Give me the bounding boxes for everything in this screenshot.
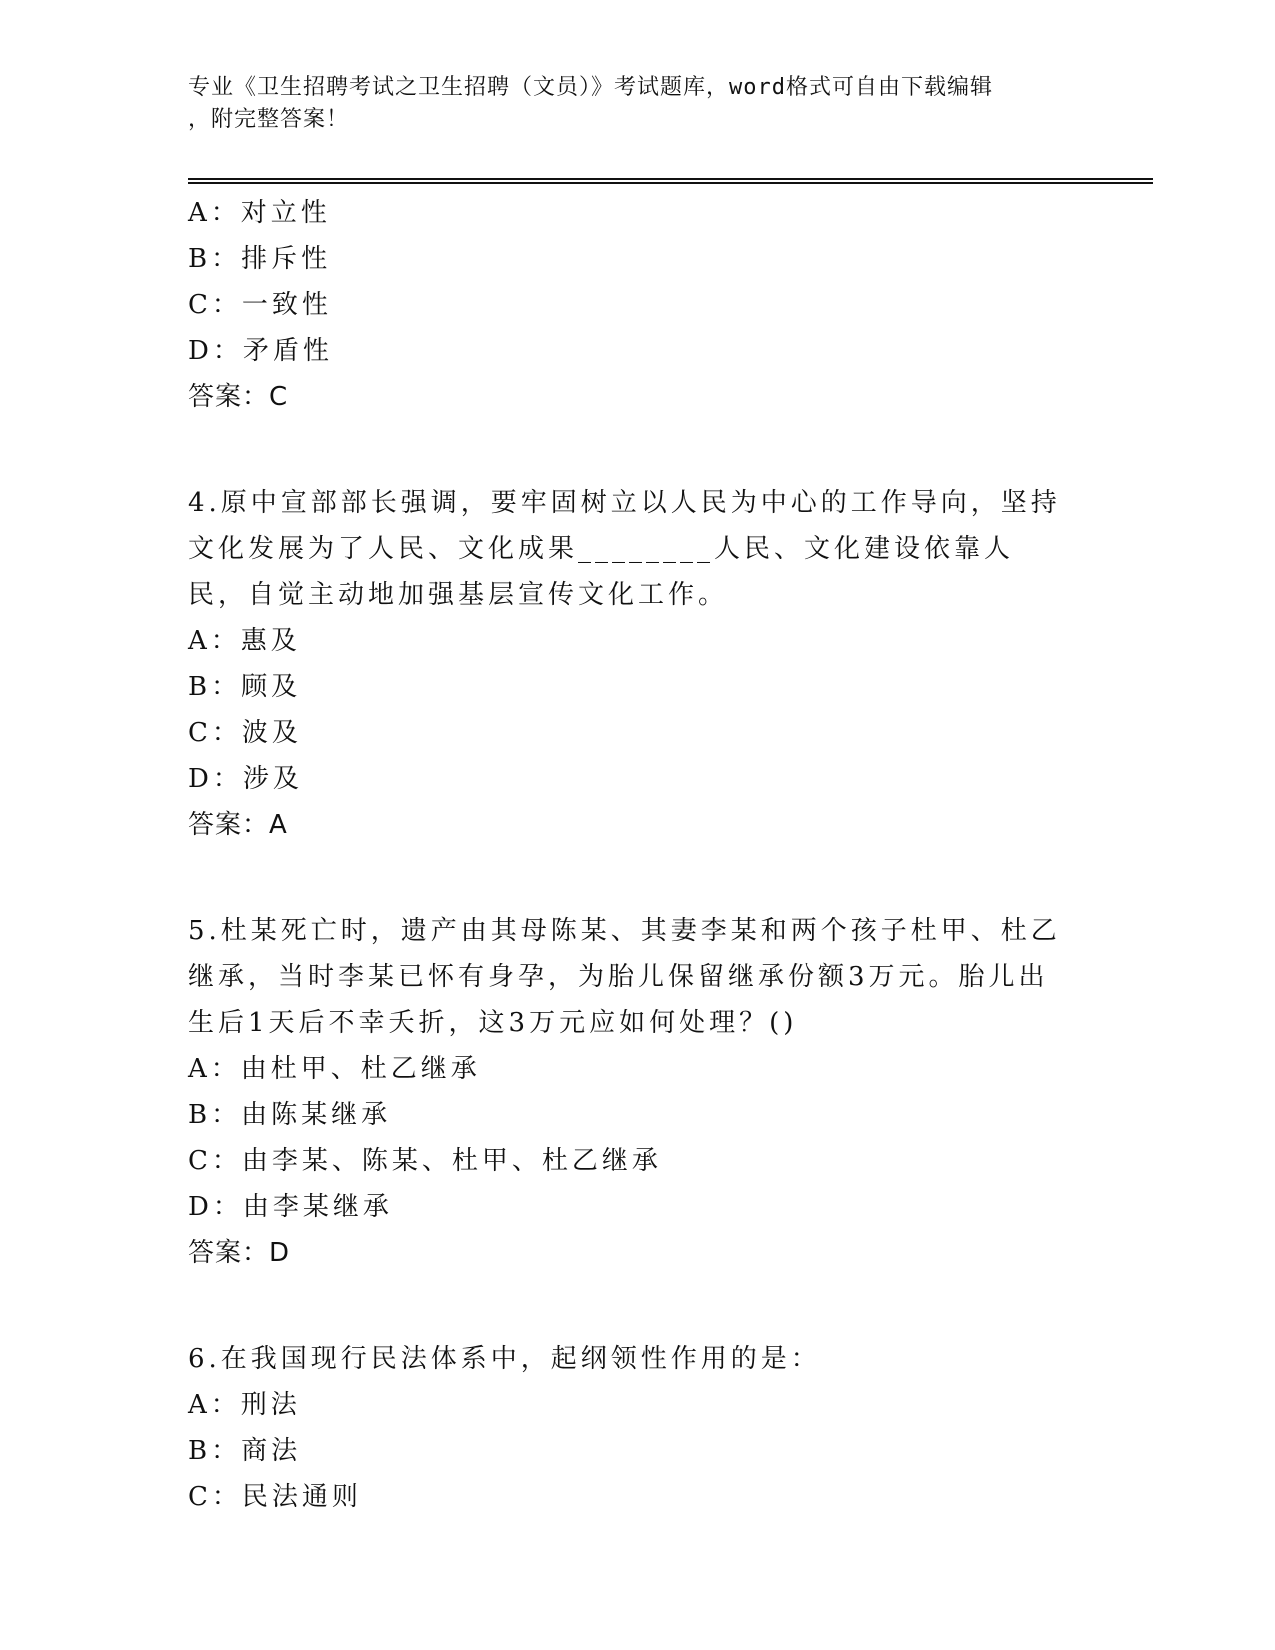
question-5 bbox=[188, 908, 1068, 1276]
document-header bbox=[188, 72, 1068, 136]
answer: 答案：C bbox=[188, 382, 289, 412]
question-6 bbox=[188, 1336, 1068, 1520]
option-d: D：由李某继承 bbox=[188, 1192, 393, 1222]
header-line-2: ，附完整答案！ bbox=[188, 107, 350, 132]
option-a: A：对立性 bbox=[188, 198, 331, 228]
answer: 答案：A bbox=[188, 810, 288, 840]
question-stem: 5.杜某死亡时，遗产由其母陈某、其妻李某和两个孩子杜甲、杜乙继承，当时李某已怀有身孕，为胎儿保留继承份额3万元。胎儿出生后1天后不幸夭折，这3万元应如何处理？() bbox=[188, 916, 1061, 1038]
option-d: D：涉及 bbox=[188, 764, 303, 794]
option-a: A：惠及 bbox=[188, 626, 301, 656]
option-b: B：由陈某继承 bbox=[188, 1100, 392, 1130]
option-a: A：刑法 bbox=[188, 1390, 301, 1420]
option-c: C：由李某、陈某、杜甲、杜乙继承 bbox=[188, 1146, 662, 1176]
question-4 bbox=[188, 480, 1068, 848]
header-line-1: 专业《卫生招聘考试之卫生招聘（文员）》考试题库，word格式可自由下载编辑 bbox=[188, 75, 993, 100]
option-b: B：排斥性 bbox=[188, 244, 332, 274]
answer: 答案：D bbox=[188, 1238, 291, 1268]
question-stem: 4.原中宣部部长强调，要牢固树立以人民为中心的工作导向，坚持文化发展为了人民、文化成果________人民、文化建设依靠人民，自觉主动地加强基层宣传文化工作。 bbox=[188, 488, 1061, 610]
question-stem: 6.在我国现行民法体系中，起纲领性作用的是： bbox=[188, 1344, 821, 1374]
question-3 bbox=[188, 190, 1068, 420]
option-b: B：顾及 bbox=[188, 672, 302, 702]
option-d: D：矛盾性 bbox=[188, 336, 333, 366]
option-c: C：波及 bbox=[188, 718, 302, 748]
question-list bbox=[188, 190, 1068, 1520]
option-a: A：由杜甲、杜乙继承 bbox=[188, 1054, 481, 1084]
option-c: C：一致性 bbox=[188, 290, 332, 320]
option-b: B：商法 bbox=[188, 1436, 302, 1466]
header-divider-top bbox=[188, 178, 1153, 180]
option-c: C：民法通则 bbox=[188, 1482, 362, 1512]
header-divider-bottom bbox=[188, 182, 1153, 184]
